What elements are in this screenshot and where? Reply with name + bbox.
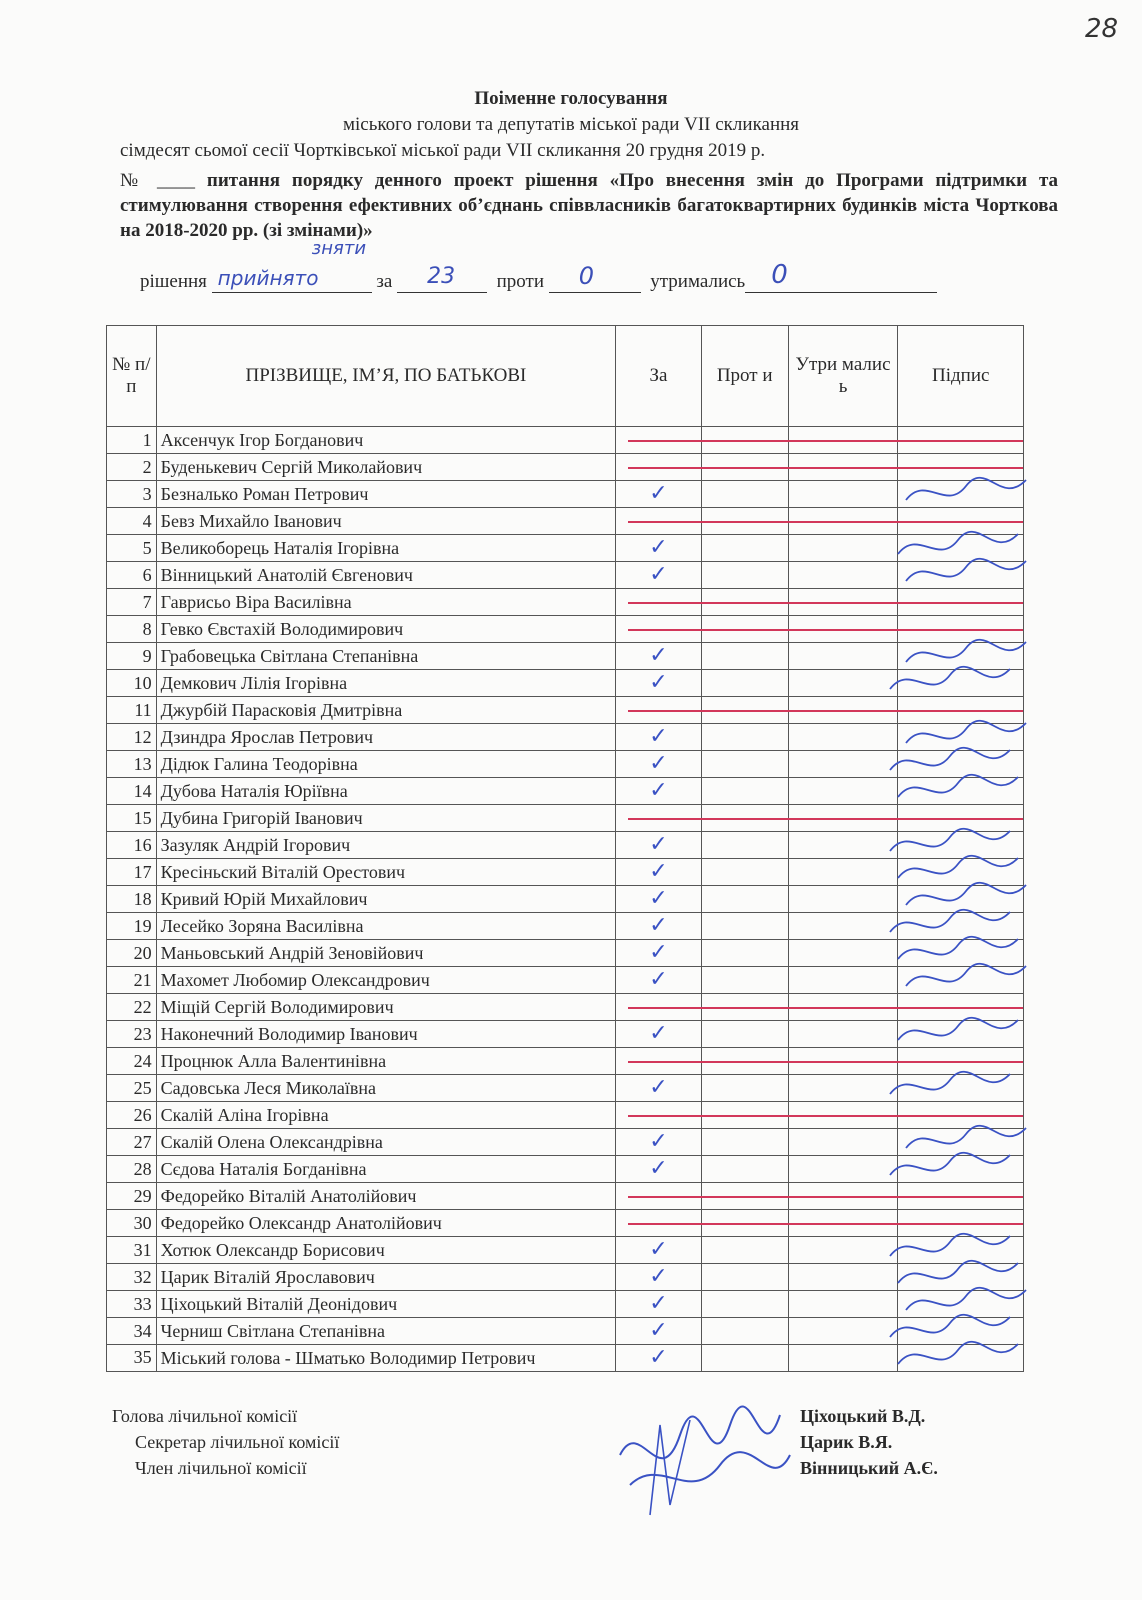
row-for-mark: ✓ — [616, 1129, 702, 1156]
signature-scribble — [898, 1261, 1018, 1283]
for-count-handwritten: 23 — [427, 264, 456, 289]
signature-scribble — [890, 1234, 1010, 1256]
chair-label: Голова лічильної комісії — [112, 1406, 298, 1426]
header-for: За — [616, 326, 702, 427]
row-number: 22 — [107, 994, 157, 1021]
row-name: Наконечний Володимир Іванович — [156, 1021, 616, 1048]
row-name: Бевз Михайло Іванович — [156, 508, 616, 535]
chair-name: Ціхоцький В.Д. — [800, 1406, 926, 1426]
row-against — [701, 913, 788, 940]
row-number: 6 — [107, 562, 157, 589]
row-number: 2 — [107, 454, 157, 481]
row-against — [701, 643, 788, 670]
row-for-mark: ✓ — [616, 940, 702, 967]
row-name: Безналько Роман Петрович — [156, 481, 616, 508]
signature-scribble — [898, 775, 1018, 797]
row-number: 20 — [107, 940, 157, 967]
row-for-mark: ✓ — [616, 670, 702, 697]
row-against — [701, 859, 788, 886]
decision-value-field — [212, 238, 372, 293]
row-against — [701, 562, 788, 589]
row-number: 35 — [107, 1345, 157, 1372]
row-name: Скалій Олена Олександрівна — [156, 1129, 616, 1156]
row-name: Федорейко Олександр Анатолійович — [156, 1210, 616, 1237]
row-for-mark: ✓ — [616, 481, 702, 508]
row-for-mark: ✓ — [616, 1156, 702, 1183]
signature-scribble — [890, 1315, 1010, 1337]
row-name: Царик Віталій Ярославович — [156, 1264, 616, 1291]
question-text: питання порядку денного проект рішення «Про внесення змін до Програми підтримки та стимулювання створення ефективних об’єднань співвласників багатоквартирних будинків міста Чорткова на 2018-2020 рр. (зі змінами)» — [120, 170, 1059, 241]
row-for-mark: ✓ — [616, 535, 702, 562]
row-name: Садовська Леся Миколаївна — [156, 1075, 616, 1102]
signature-scribble — [906, 478, 1026, 500]
row-for-mark: ✓ — [616, 1021, 702, 1048]
signature-scribble — [906, 883, 1026, 905]
row-name: Федорейко Віталій Анатолійович — [156, 1183, 616, 1210]
row-number: 30 — [107, 1210, 157, 1237]
abstain-field — [745, 260, 937, 293]
row-against — [701, 481, 788, 508]
row-name: Дубина Григорій Іванович — [156, 805, 616, 832]
row-against — [701, 1291, 788, 1318]
for-field — [397, 264, 487, 293]
document-title: Поіменне голосування — [474, 88, 668, 109]
row-number: 21 — [107, 967, 157, 994]
header-against: Прот и — [701, 326, 788, 427]
row-name: Дубова Наталія Юріївна — [156, 778, 616, 805]
row-number: 34 — [107, 1318, 157, 1345]
row-for-mark: ✓ — [616, 967, 702, 994]
row-for-mark: ✓ — [616, 1075, 702, 1102]
against-count-handwritten: 0 — [578, 262, 595, 290]
row-number: 27 — [107, 1129, 157, 1156]
row-name: Кресіньский Віталій Орестович — [156, 859, 616, 886]
signature-scribble — [898, 856, 1018, 878]
member-name: Вінницький А.Є. — [800, 1458, 938, 1478]
commission-signatures — [600, 1395, 800, 1525]
signature-scribble — [898, 1342, 1018, 1364]
row-name: Скалій Аліна Ігорівна — [156, 1102, 616, 1129]
row-name: Буденькевич Сергій Миколайович — [156, 454, 616, 481]
row-number: 8 — [107, 616, 157, 643]
row-for-mark: ✓ — [616, 832, 702, 859]
row-number: 12 — [107, 724, 157, 751]
row-against — [701, 778, 788, 805]
row-number: 1 — [107, 427, 157, 454]
row-number: 14 — [107, 778, 157, 805]
row-name: Маньовський Андрій Зеновійович — [156, 940, 616, 967]
member-label: Член лічильної комісії — [135, 1458, 307, 1478]
row-for-mark: ✓ — [616, 1345, 702, 1372]
row-number: 29 — [107, 1183, 157, 1210]
row-against — [701, 886, 788, 913]
signature-column-scribbles — [860, 395, 1060, 1405]
row-for-mark: ✓ — [616, 1318, 702, 1345]
signature-scribble — [890, 667, 1010, 689]
row-number: 7 — [107, 589, 157, 616]
against-field — [549, 262, 641, 293]
row-name: Ціхоцький Віталій Деонідович — [156, 1291, 616, 1318]
row-number: 15 — [107, 805, 157, 832]
signature-scribble — [898, 937, 1018, 959]
session-line: сімдесят сьомої сесії Чортківської міської ради VII скликання 20 грудня 2019 р. — [120, 140, 766, 161]
row-name: Великоборець Наталія Ігорівна — [156, 535, 616, 562]
row-for-mark: ✓ — [616, 1264, 702, 1291]
row-name: Міщій Сергій Володимирович — [156, 994, 616, 1021]
row-number: 32 — [107, 1264, 157, 1291]
row-name: Аксенчук Ігор Богданович — [156, 427, 616, 454]
decision-label: рішення — [140, 271, 207, 292]
row-name: Процнюк Алла Валентинівна — [156, 1048, 616, 1075]
signature-scribble — [890, 748, 1010, 770]
signature-scribble — [906, 721, 1026, 743]
row-for-mark: ✓ — [616, 751, 702, 778]
row-for-mark: ✓ — [616, 778, 702, 805]
row-against — [701, 940, 788, 967]
row-against — [701, 832, 788, 859]
header-number: № п/п — [107, 326, 157, 427]
signature-scribble — [906, 1126, 1026, 1148]
row-number: 13 — [107, 751, 157, 778]
row-number: 19 — [107, 913, 157, 940]
row-against — [701, 1237, 788, 1264]
row-name: Джурбій Парасковія Дмитрівна — [156, 697, 616, 724]
signature-scribble — [906, 640, 1026, 662]
question-paragraph — [120, 168, 1058, 243]
row-name: Міський голова - Шматько Володимир Петрович — [156, 1345, 616, 1372]
row-number: 17 — [107, 859, 157, 886]
row-against — [701, 535, 788, 562]
secretary-name: Царик В.Я. — [800, 1432, 893, 1452]
row-for-mark: ✓ — [616, 562, 702, 589]
row-against — [701, 670, 788, 697]
decision-value-handwritten: прийнято — [217, 266, 319, 290]
row-number: 10 — [107, 670, 157, 697]
row-for-mark: ✓ — [616, 643, 702, 670]
row-for-mark: ✓ — [616, 1291, 702, 1318]
row-name: Демкович Лілія Ігорівна — [156, 670, 616, 697]
row-name: Дідюк Галина Теодорівна — [156, 751, 616, 778]
row-number: 26 — [107, 1102, 157, 1129]
row-number: 3 — [107, 481, 157, 508]
decision-correction-handwritten: зняти — [311, 238, 367, 259]
row-number: 33 — [107, 1291, 157, 1318]
signature-scribble — [906, 1288, 1026, 1310]
row-number: 18 — [107, 886, 157, 913]
row-against — [701, 724, 788, 751]
row-for-mark: ✓ — [616, 1237, 702, 1264]
row-against — [701, 1129, 788, 1156]
row-number: 5 — [107, 535, 157, 562]
row-number: 4 — [107, 508, 157, 535]
row-name: Гаврисьо Віра Василівна — [156, 589, 616, 616]
signature-scribble — [906, 559, 1026, 581]
signature-scribble — [890, 910, 1010, 932]
row-against — [701, 967, 788, 994]
against-label: проти — [496, 271, 545, 292]
row-name: Сєдова Наталія Богданівна — [156, 1156, 616, 1183]
document-subtitle: міського голови та депутатів міської ради VII скликання — [342, 114, 800, 135]
row-for-mark: ✓ — [616, 859, 702, 886]
header-signature: Підпис — [898, 326, 1024, 427]
row-number: 11 — [107, 697, 157, 724]
row-number: 24 — [107, 1048, 157, 1075]
page-number: 28 — [1085, 14, 1119, 44]
row-name: Черниш Світлана Степанівна — [156, 1318, 616, 1345]
row-against — [701, 1021, 788, 1048]
row-against — [701, 751, 788, 778]
signature-scribble — [898, 1018, 1018, 1040]
header-name: ПРІЗВИЩЕ, ІМ’Я, ПО БАТЬКОВІ — [156, 326, 616, 427]
row-name: Хотюк Олександр Борисович — [156, 1237, 616, 1264]
decision-line — [140, 238, 937, 293]
row-name: Кривий Юрій Михайлович — [156, 886, 616, 913]
header-abstain: Утри малис ь — [788, 326, 898, 427]
row-number: 25 — [107, 1075, 157, 1102]
row-name: Грабовецька Світлана Степанівна — [156, 643, 616, 670]
abstain-label: утримались — [650, 271, 746, 292]
signature-scribble — [906, 964, 1026, 986]
question-number: № ____ — [120, 170, 196, 191]
signature-scribble — [890, 1072, 1010, 1094]
row-for-mark: ✓ — [616, 724, 702, 751]
row-name: Гевко Євстахій Володимирович — [156, 616, 616, 643]
row-name: Лесейко Зоряна Василівна — [156, 913, 616, 940]
row-number: 9 — [107, 643, 157, 670]
signature-scribble — [898, 532, 1018, 554]
secretary-label: Секретар лічильної комісії — [135, 1432, 340, 1452]
row-name: Вінницький Анатолій Євгенович — [156, 562, 616, 589]
signature-scribble — [890, 1153, 1010, 1175]
row-against — [701, 1075, 788, 1102]
row-name: Дзиндра Ярослав Петрович — [156, 724, 616, 751]
for-label: за — [376, 271, 393, 292]
row-for-mark: ✓ — [616, 913, 702, 940]
row-against — [701, 1156, 788, 1183]
row-number: 28 — [107, 1156, 157, 1183]
row-against — [701, 1318, 788, 1345]
row-number: 23 — [107, 1021, 157, 1048]
signature-scribble — [890, 829, 1010, 851]
row-name: Махомет Любомир Олександрович — [156, 967, 616, 994]
row-against — [701, 1345, 788, 1372]
row-number: 31 — [107, 1237, 157, 1264]
row-name: Зазуляк Андрій Ігорович — [156, 832, 616, 859]
abstain-count-handwritten: 0 — [771, 260, 788, 290]
row-against — [701, 1264, 788, 1291]
row-for-mark: ✓ — [616, 886, 702, 913]
row-number: 16 — [107, 832, 157, 859]
